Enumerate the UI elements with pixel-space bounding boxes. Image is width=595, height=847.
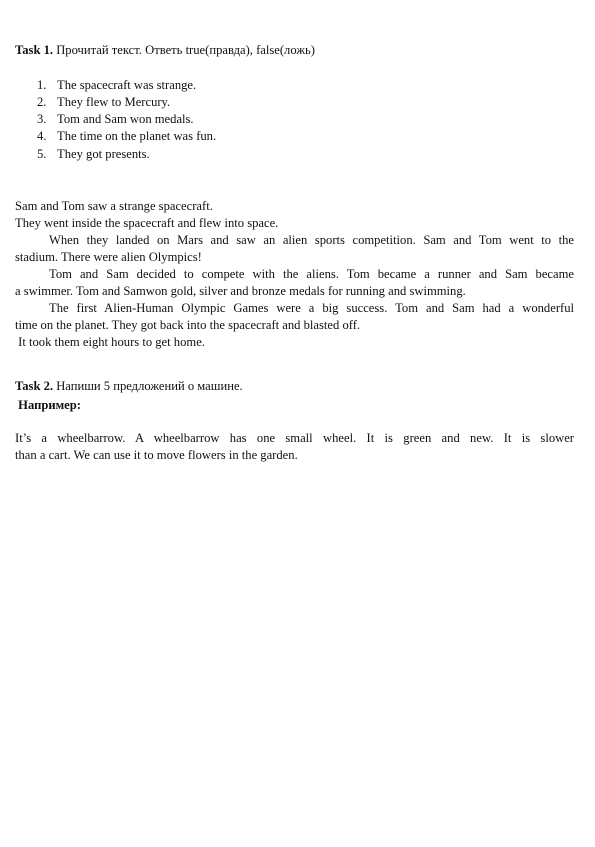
list-text: The time on the planet was fun. (57, 129, 217, 143)
list-item (37, 77, 196, 94)
list-number: 1. (37, 78, 47, 92)
story-paragraph-line: Tom and Sam decided to compete with the aliens. Tom became a runner and Sam became (49, 267, 574, 281)
task1-heading (15, 42, 315, 59)
example-line: It’s a wheelbarrow. A wheelbarrow has one small wheel. It is green and new. It is slower (15, 431, 574, 445)
list-number: 2. (37, 95, 47, 109)
list-text: The spacecraft was strange. (57, 78, 197, 92)
list-number: 5. (37, 147, 47, 161)
story-paragraph-line: a swimmer. Tom and Samwon gold, silver and bronze medals for running and swimming. (15, 284, 466, 298)
task2-instruction: Напиши 5 предложений о машине. (53, 379, 243, 393)
list-text: They got presents. (57, 147, 150, 161)
task1-instruction: Прочитай текст. Ответь true(правда), false(ложь) (53, 43, 315, 57)
example-line: than a cart. We can use it to move flowers in the garden. (15, 448, 298, 462)
story-line: It took them eight hours to get home. (15, 335, 205, 349)
story-paragraph-line: time on the planet. They got back into the spacecraft and blasted off. (15, 318, 361, 332)
list-item (37, 128, 216, 145)
list-item (37, 111, 194, 128)
list-number: 4. (37, 129, 47, 143)
list-item (37, 94, 170, 111)
story-paragraph-line: The first Alien-Human Olympic Games were a big success. Tom and Sam had a wonderful (49, 301, 574, 315)
task2-label: Task 2. (15, 379, 54, 393)
task2-heading (15, 378, 243, 395)
list-text: Tom and Sam won medals. (57, 112, 194, 126)
story-paragraph-line: When they landed on Mars and saw an alien sports competition. Sam and Tom went to the (49, 233, 574, 247)
task1-label: Task 1. (15, 43, 54, 57)
story-line: They went inside the spacecraft and flew into space. (15, 216, 279, 230)
story-paragraph-line: stadium. There were alien Olympics! (15, 250, 202, 264)
list-text: They flew to Mercury. (57, 95, 171, 109)
list-number: 3. (37, 112, 47, 126)
story-line: Sam and Tom saw a strange spacecraft. (15, 199, 213, 213)
list-item (37, 146, 150, 163)
example-label: Например: (15, 398, 81, 412)
